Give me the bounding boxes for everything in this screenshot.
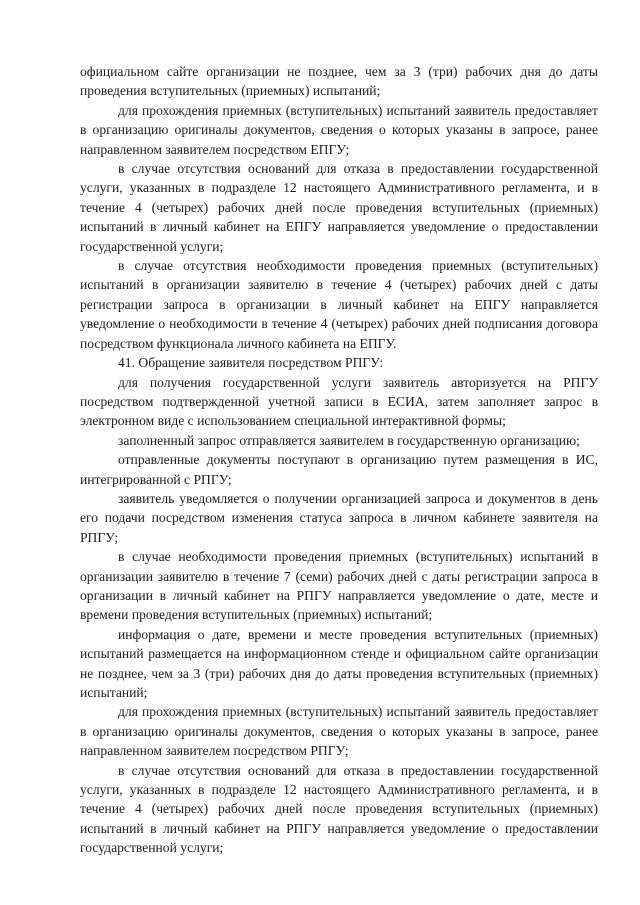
paragraph-9: заявитель уведомляется о получении организацией запроса и документов в день его подачи посредством изменения статуса запроса в личном кабинете заявителя на РПГУ; [80,490,598,545]
paragraph-10: в случае необходимости проведения приемных (вступительных) испытаний в организации заявителю в течение 7 (семи) рабочих дней с даты регистрации запроса в организации в личный кабинет на РПГУ направляется уведомление о дате, месте и времени проведения вступительных (приемных) испытаний; [80,549,598,623]
paragraph-8: отправленные документы поступают в организацию путем размещения в ИС, интегрированной с РПГУ; [80,452,598,487]
paragraph-4: в случае отсутствия необходимости проведения приемных (вступительных) испытаний в организации заявителю в течение 4 (четырех) рабочих дней с даты регистрации запроса в организации в личный кабинет на ЕПГУ направляется уведомление о необходимости в течение 4 (четырех) рабочих дней подписания договора посредством функционала личного кабинета на ЕПГУ. [80,258,598,351]
paragraph-6: для получения государственной услуги заявитель авторизуется на РПГУ посредством подтвержденной учетной записи в ЕСИА, затем заполняет запрос в электронном виде с использованием специальной интерактивной формы; [80,374,598,429]
paragraph-2: для прохождения приемных (вступительных) испытаний заявитель предоставляет в организацию оригиналы документов, сведения о которых указаны в запросе, ранее направленном заявителем посредством ЕПГУ; [80,102,598,157]
paragraph-11: информация о дате, времени и месте проведения вступительных (приемных) испытаний размещается на информационном стенде и официальном сайте организации не позднее, чем за 3 (три) рабочих дня до даты проведения вступительных (приемных) испытаний; [80,626,598,700]
document-page [80,62,598,858]
paragraph-3: в случае отсутствия оснований для отказа в предоставлении государственной услуги, указанных в подразделе 12 настоящего Административного регламента, и в течение 4 (четырех) рабочих дней после проведения вступительных (приемных) испытаний в личный кабинет на ЕПГУ направляется уведомление о предоставлении государственной услуги; [80,161,598,254]
paragraph-12: для прохождения приемных (вступительных) испытаний заявитель предоставляет в организацию оригиналы документов, сведения о которых указаны в запросе, ранее направленном заявителем посредством РПГУ; [80,704,598,759]
section-heading-41: 41. Обращение заявителя посредством РПГУ: [118,355,384,371]
paragraph-13: в случае отсутствия оснований для отказа в предоставлении государственной услуги, указанных в подразделе 12 настоящего Административного регламента, и в течение 4 (четырех) рабочих дней после проведения вступительных (приемных) испытаний в личный кабинет на РПГУ направляется уведомление о предоставлении государственной услуги; [80,762,598,856]
paragraph-1: официальном сайте организации не позднее, чем за 3 (три) рабочих дня до даты проведения вступительных (приемных) испытаний; [80,64,598,99]
paragraph-7: заполненный запрос отправляется заявителем в государственную организацию; [118,432,580,448]
